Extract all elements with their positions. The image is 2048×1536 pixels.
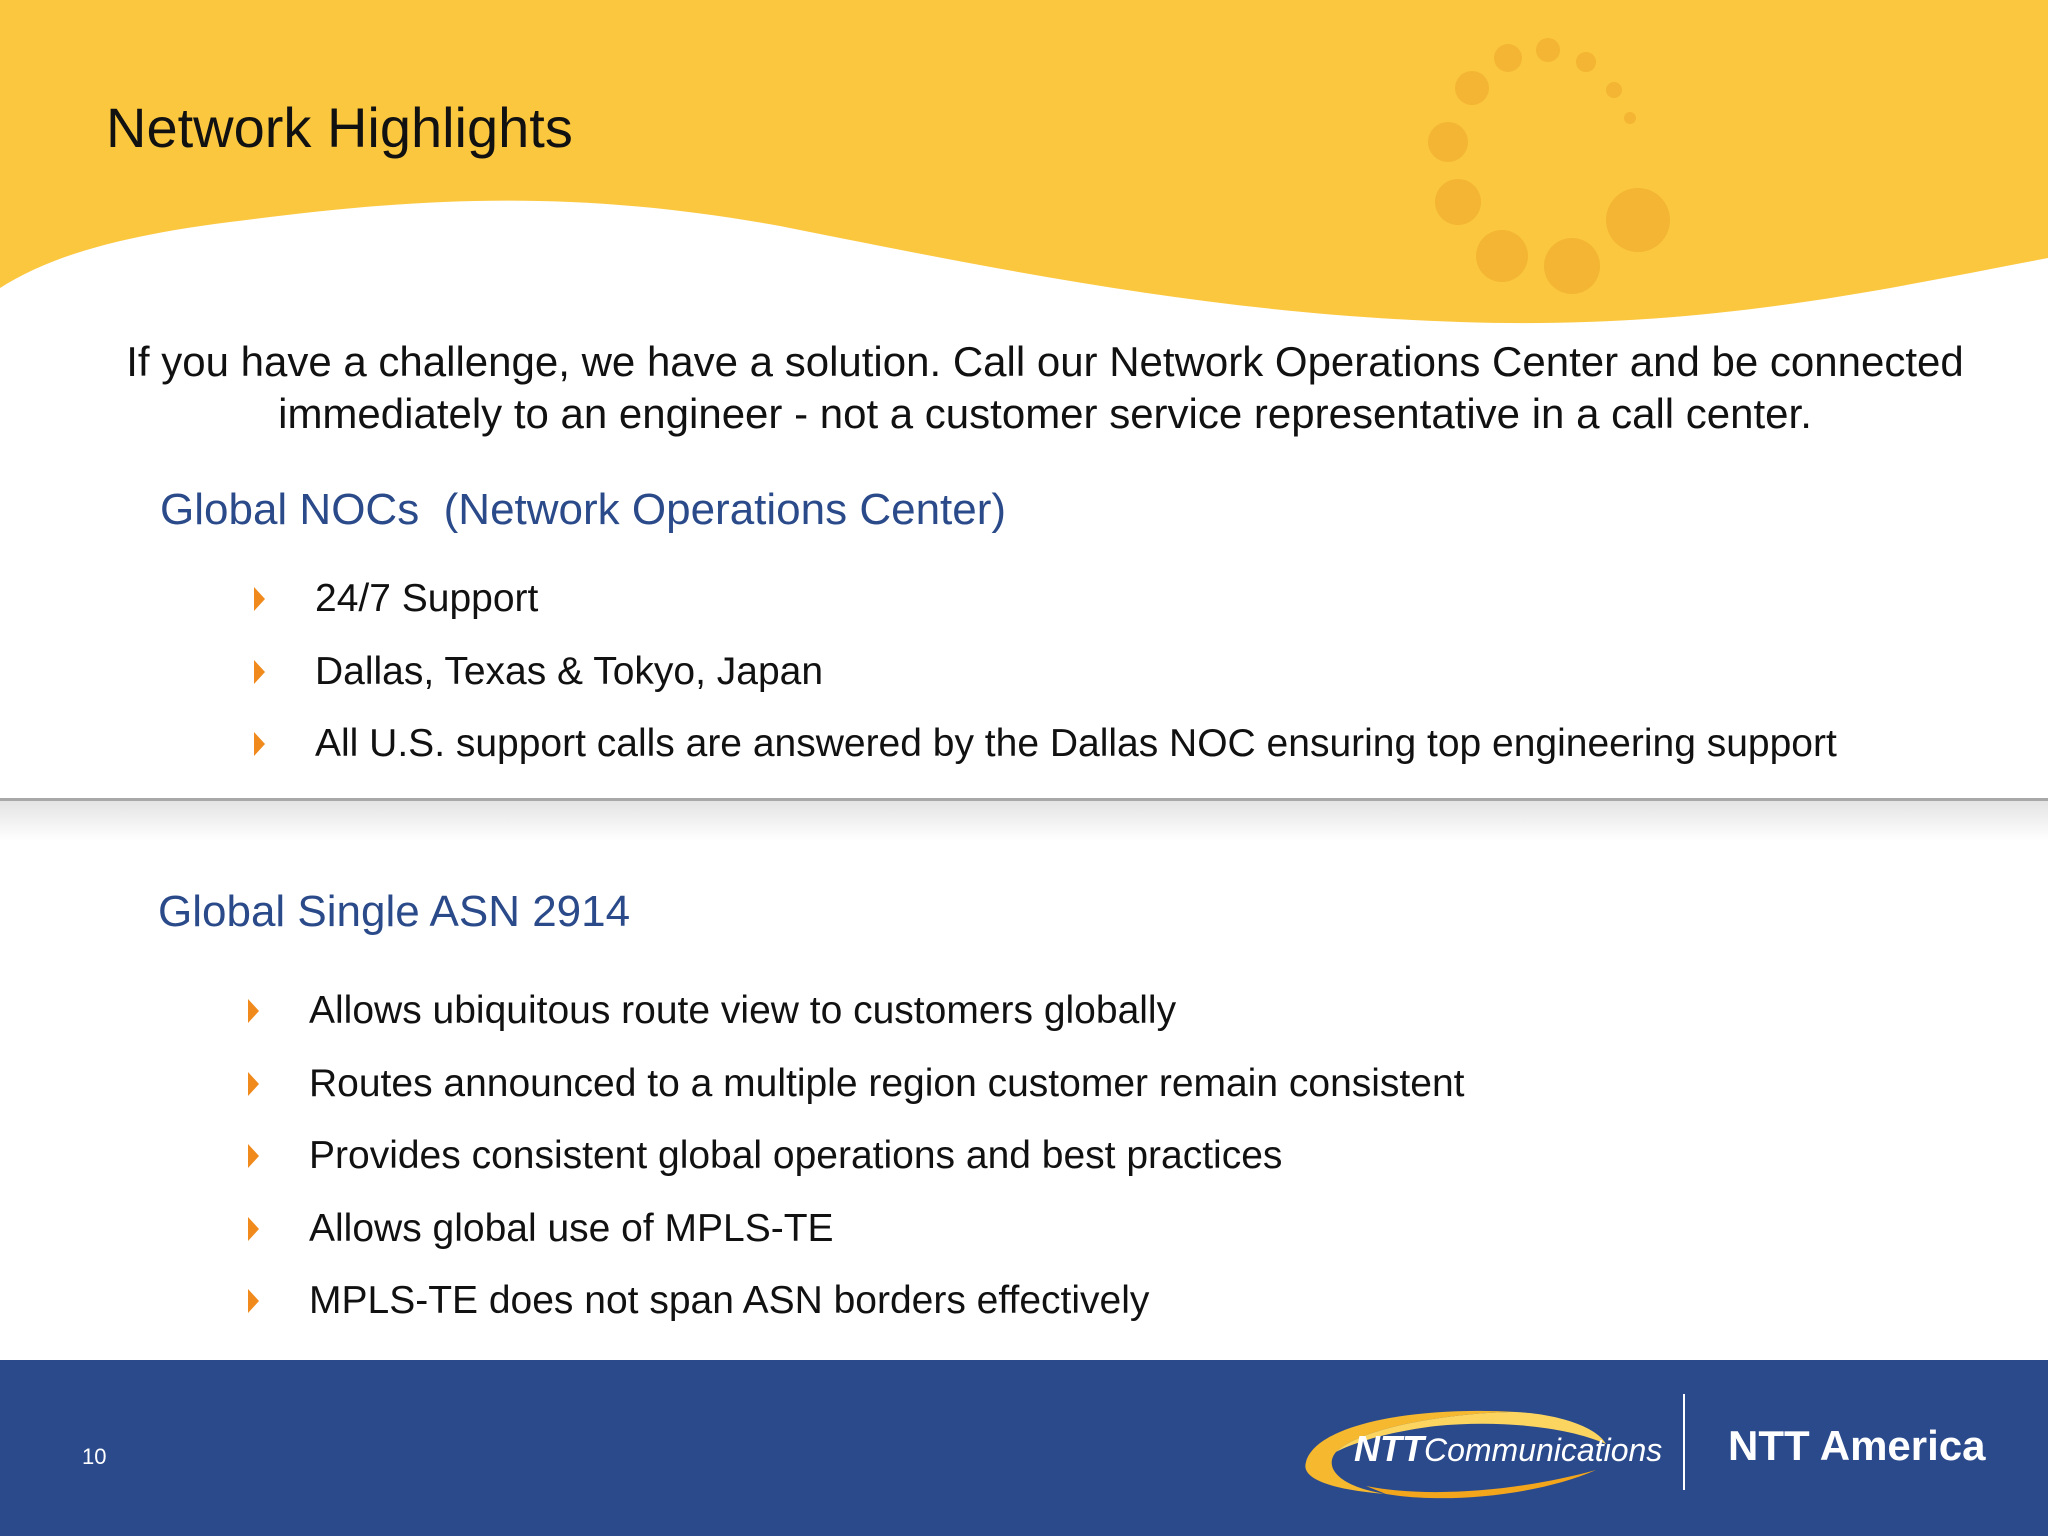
bullet-text: MPLS-TE does not span ASN borders effectively: [309, 1279, 1150, 1322]
slide-title: Network Highlights: [106, 96, 573, 159]
ntt-logo-ntt: NTT: [1354, 1428, 1424, 1469]
ntt-communications-logo: [1296, 1400, 1663, 1510]
header-wave-background: [0, 0, 2048, 340]
intro-paragraph: If you have a challenge, we have a solution. Call our Network Operations Center and be connected immediately to an engineer - not a customer service representative in a call center.: [126, 338, 1964, 437]
footer-vertical-divider: [1683, 1394, 1685, 1490]
orange-triangle-bullet-icon: [248, 999, 259, 1023]
orange-triangle-bullet-icon: [248, 1072, 259, 1096]
bullet-text: All U.S. support calls are answered by the Dallas NOC ensuring top engineering support: [315, 722, 1837, 765]
orange-triangle-bullet-icon: [248, 1217, 259, 1241]
orange-triangle-bullet-icon: [248, 1144, 259, 1168]
orange-triangle-bullet-icon: [254, 587, 265, 611]
section-divider-shadow: [0, 801, 2048, 841]
ntt-logo-text: [1354, 1428, 1662, 1470]
footer-bar: [0, 1360, 2048, 1536]
bullet-text: Allows global use of MPLS-TE: [309, 1206, 834, 1250]
bullet-text: Provides consistent global operations and best practices: [309, 1134, 1283, 1177]
ntt-logo-communications: Communications: [1423, 1432, 1663, 1468]
bullet-text: Allows ubiquitous route view to customers globally: [309, 989, 1177, 1032]
section-heading-global-asn: Global Single ASN 2914: [158, 887, 631, 936]
orange-triangle-bullet-icon: [254, 660, 265, 684]
orange-triangle-bullet-icon: [248, 1289, 259, 1313]
page-number: 10: [82, 1444, 107, 1469]
bullet-text: 24/7 Support: [315, 577, 539, 620]
bullet-text: Dallas, Texas & Tokyo, Japan: [315, 649, 824, 693]
section-heading-global-nocs: Global NOCs (Network Operations Center): [160, 485, 1007, 534]
orange-triangle-bullet-icon: [254, 732, 265, 756]
brand-name: NTT America: [1728, 1422, 1986, 1469]
bullet-text: Routes announced to a multiple region customer remain consistent: [309, 1061, 1465, 1105]
